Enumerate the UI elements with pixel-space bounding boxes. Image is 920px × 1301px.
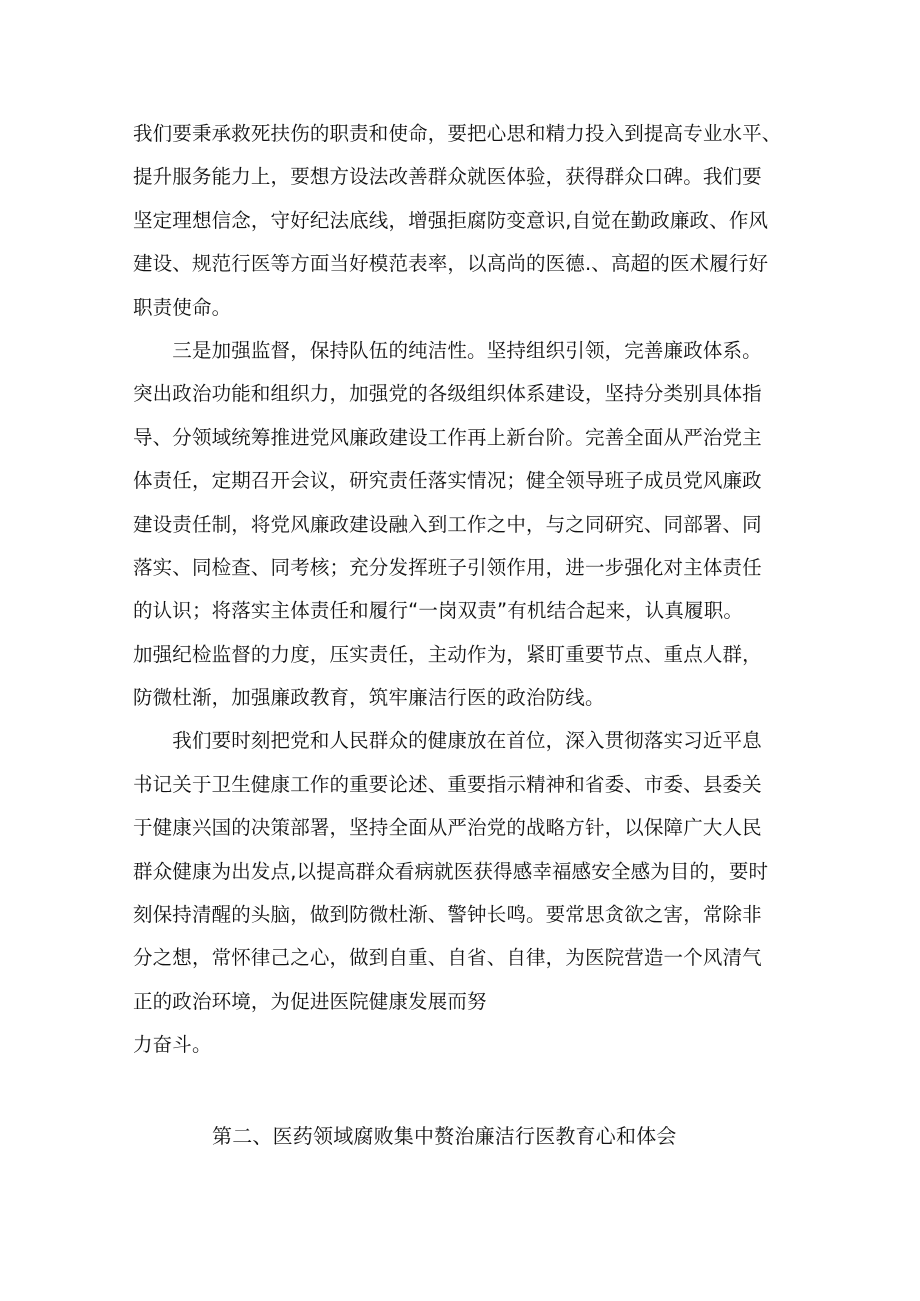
text-line: 加强纪检监督的力度，压实责任，主动作为，紧盯重要节点、重点人群， xyxy=(133,642,762,666)
section-heading: 第二、医药领域腐败集中赘治廉洁行医教育心和体会 xyxy=(212,1124,677,1148)
text-line: 建设、规范行医等方面当好模范表率，以高尚的医德.、高超的医术履行好 xyxy=(133,252,769,276)
text-line: 提升服务能力上，要想方设法改善群众就医体验，获得群众口碑。我们要 xyxy=(133,165,762,189)
text-line: 书记关于卫生健康工作的重要论述、重要指示精神和省委、市委、县委关 xyxy=(133,772,762,796)
text-line: 正的政治环境，为促进医院健康发展而努 xyxy=(133,989,487,1013)
text-line: 的认识；将落实主体责任和履行“一岗双责”有机结合起来，认真履职。 xyxy=(133,599,744,623)
text-line: 刻保持清醒的头脑，做到防微杜渐、警钟长鸣。要常思贪欲之害，常除非 xyxy=(133,903,762,927)
text-line: 三是加强监督，保持队伍的纯洁性。坚持组织引领，完善廉政体系。 xyxy=(133,338,762,362)
text-line: 群众健康为出发点,以提高群众看病就医获得感幸福感安全感为目的，要时 xyxy=(133,859,769,883)
text-line: 力奋斗。 xyxy=(133,1033,212,1057)
text-line: 落实、同检查、同考核；充分发挥班子引领作用，进一步强化对主体责任 xyxy=(133,555,762,579)
text-line: 我们要秉承救死扶伤的职责和使命，要把心思和精力投入到提高专业水平、 xyxy=(133,122,782,145)
text-line: 建设责任制，将党风廉政建设融入到工作之中，与之同研究、同部署、同 xyxy=(133,512,762,536)
document-body xyxy=(133,112,793,1067)
text-line: 我们要时刻把党和人民群众的健康放在首位，深入贯彻落实习近平息 xyxy=(133,729,762,753)
text-line: 坚定理想信念，守好纪法底线，增强拒腐防变意识,自觉在勤政廉政、作风 xyxy=(133,208,769,232)
text-line: 防微杜渐，加强廉政教育，筑牢廉洁行医的政治防线。 xyxy=(133,686,605,710)
text-line: 导、分领域统筹推进党风廉政建设工作再上新台阶。完善全面从严治党主 xyxy=(133,425,762,449)
text-line: 突出政治功能和组织力，加强党的各级组织体系建设，坚持分类别具体指 xyxy=(133,382,762,406)
text-line: 于健康兴国的决策部署，坚持全面从严治党的战略方针，以保障广大人民 xyxy=(133,816,762,840)
text-line: 分之想，常怀律己之心，做到自重、自省、自律，为医院营造一个风清气 xyxy=(133,946,762,970)
text-line: 职责使命。 xyxy=(133,295,232,319)
text-line: 体责任，定期召开会议，研究责任落实情况；健全领导班子成员党风廉政 xyxy=(133,469,762,493)
